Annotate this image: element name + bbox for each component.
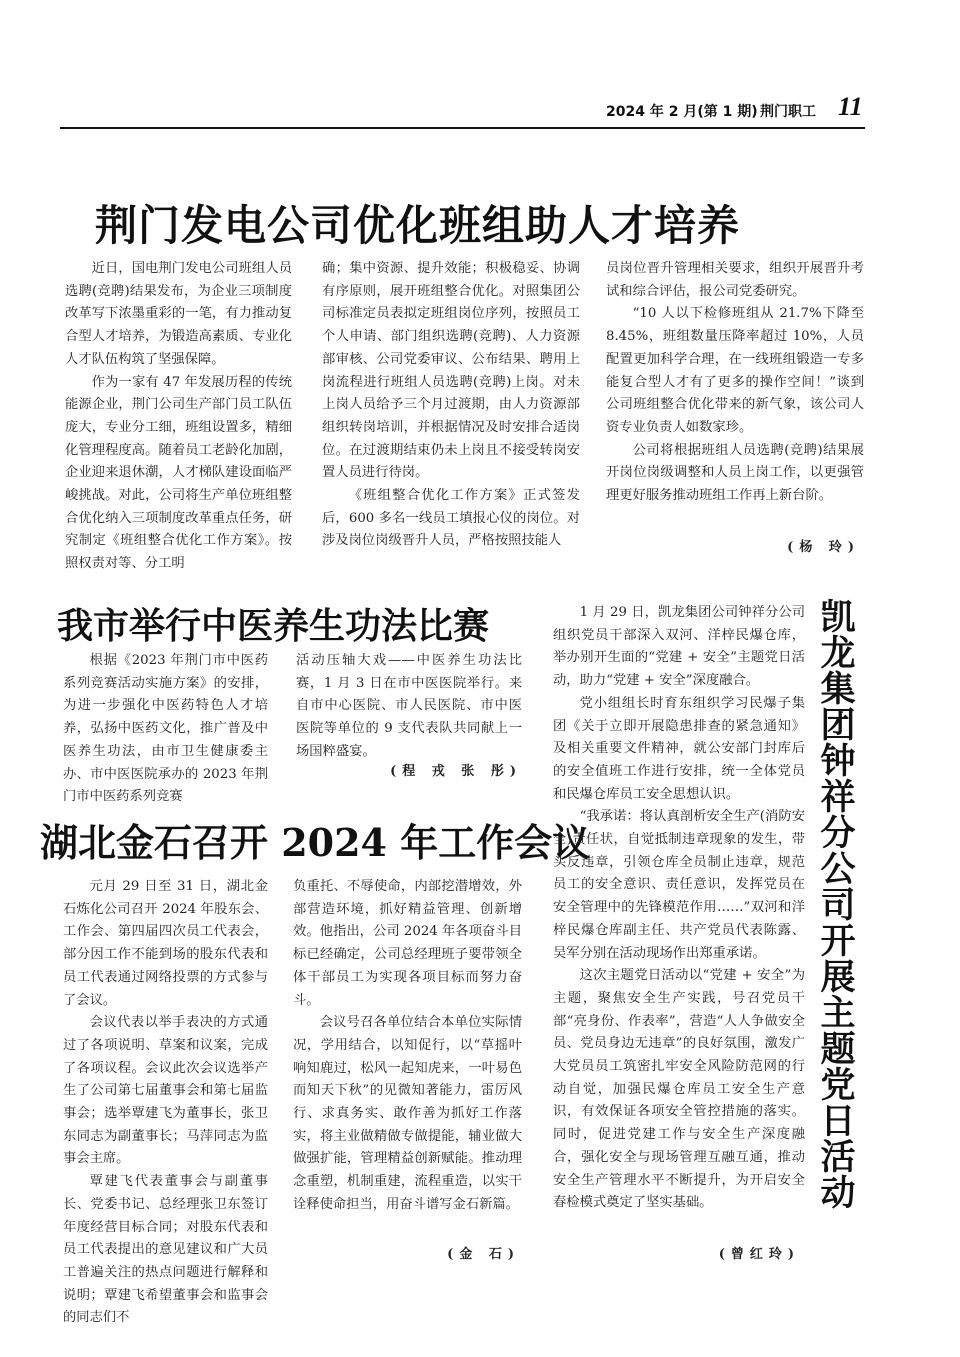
paragraph: 这次主题党日活动以“党建 + 安全”为主题，聚焦安全生产实践，号召党员干部“亮身份、作表率”，营造“人人争做安全员、党员身边无违章”的良好氛围，激发广大党员员工筑密扎牢安全风险防范网的行动自觉，加强民爆仓库员工安全生产意识，有效保证各项安全管控措施的落实。同时，促进党建工作与安全生产深度融合，强化安全与现场管理互融互通，推动安全生产管理水平不断提升，为开启安全春检模式奠定了坚实基础。 — [553, 968, 805, 1211]
header-rule — [60, 127, 865, 129]
paragraph: 《班组整合优化工作方案》正式签发后，600 多名一线员工填报心仪的岗位。对涉及岗位岗级晋升人员，严格按照技能人 — [322, 488, 580, 549]
article3-byline: (金 石) — [447, 1247, 520, 1262]
article3-column-1 — [63, 876, 268, 1330]
article1-title: 荆门发电公司优化班组助人才培养 — [95, 201, 741, 250]
paragraph: 根据《2023 年荆门市中医药系列竞赛活动实施方案》的安排，为进一步强化中医药特色人才培养，弘扬中医药文化，推广普及中医养生功法，由市卫生健康委主办、市中医医院承办的 2023 年荆门市中医药系列竞赛 — [63, 653, 268, 805]
article4-byline: (曾红玲) — [718, 1247, 800, 1262]
paragraph: 会议代表以举手表决的方式通过了各项说明、草案和议案，完成了各项议程。会议此次会议选举产生了公司第七届董事会和第七届监事会；选举覃建飞为董事长，张卫东同志为副董事长；马萍同志为监事会主席。 — [63, 1015, 268, 1167]
paragraph: 会议号召各单位结合本单位实际情况，学用结合，以知促行，以“草摇叶响知鹿过，松风一起知虎来，一叶易色而知天下秋”的见微知著能力，雷厉风行、求真务实、敢作善为抓好工作落实，将主业做精做专做提能，辅业做大做强扩能，管理精益创新赋能。推动理念重塑，机制重建，流程重造，以实干诠释使命担当，用奋斗谱写金石新篇。 — [293, 1015, 522, 1212]
article1-column-1 — [65, 258, 292, 576]
article1-column-2 — [322, 258, 580, 553]
paragraph: “10 人以下检修班组从 21.7%下降至 8.45%，班组数量压降率超过 10%，人员配置更加科学合理，在一线班组锻造一专多能复合型人才有了更多的操作空间！”谈到公司班组整合优化带来的新气象，该公司人资专业负责人如数家珍。 — [606, 306, 864, 435]
paragraph: 党小组组长时育东组织学习民爆子集团《关于立即开展隐患排查的紧急通知》及相关重要文件精神，就公安部门封库后的安全值班工作进行安排，统一全体党员和民爆仓库员工安全思想认识。 — [553, 695, 805, 802]
paragraph-continued: 员岗位晋升管理相关要求，组织开展晋升考试和综合评估，报公司党委研究。 — [606, 261, 864, 299]
paragraph: 作为一家有 47 年发展历程的传统能源企业，荆门公司生产部门员工队伍庞大，专业分工细，班组设置多，精细化管理程度高。随着员工老龄化加剧，企业迎来退休潮，人才梯队建设面临严峻挑战。对此，公司将生产单位班组整合优化纳入三项制度改革重点任务，研究制定《班组整合优化工作方案》。按照权责对等、分工明 — [65, 374, 292, 572]
article2-column-2 — [296, 650, 522, 764]
paragraph-continued: 确；集中资源、提升效能；积极稳妥、协调有序原则，展开班组整合优化。对照集团公司标准定员表拟定班组岗位序列，按照员工个人申请、部门组织选聘(竞聘)、人力资源部审核、公司党委审议、公布结果、聘用上岗流程进行班组人员选聘(竞聘)上岗。对未上岗人员给予三个月过渡期，由人力资源部组织转岗培训，并根据情况及时安排合适岗位。在过渡期结束仍未上岗且不接受转岗安置人员进行待岗。 — [322, 261, 580, 481]
article2-title: 我市举行中医养生功法比赛 — [57, 605, 490, 647]
article3-column-2 — [293, 876, 522, 1217]
article2-byline: (程 戎 张 彤) — [390, 764, 522, 779]
paragraph: 元月 29 日至 31 日，湖北金石炼化公司召开 2024 年股东会、工作会、第四届四次员工代表会，部分因工作不能到场的股东代表和员工代表通过网络投票的方式参与了会议。 — [63, 879, 268, 1008]
article4-title: 凯龙集团钟祥分公司开展主题党日活动 — [815, 598, 856, 1210]
page-number: 11 — [838, 92, 863, 121]
paragraph: 覃建飞代表董事会与副董事长、党委书记、总经理张卫东签订年度经营目标合同；对股东代表和员工代表提出的意见建议和广大员工普遍关注的热点问题进行解释和说明；覃建飞希望董事会和监事会的同志们不 — [63, 1174, 268, 1326]
publication-name: 荆门职工 — [760, 104, 816, 120]
issue-date: 2024 年 2 月(第 1 期) — [606, 104, 758, 120]
article2-column-1 — [63, 650, 268, 809]
paragraph: “我承诺：将认真剖析安全生产(消防安全)责任状，自觉抵制违章现象的发生，带头反违章，引领仓库全员制止违章，规范员工的安全意识、责任意识，发挥党员在安全管理中的先锋模范作用……”双河和洋梓民爆仓库副主任、共产党员代表陈露、吴军分别在活动现场作出郑重承诺。 — [553, 809, 805, 961]
paragraph-continued: 负重托、不辱使命，内部挖潜增效，外部营造环境，抓好精益管理、创新增效。他指出，公司 2024 年各项奋斗目标已经确定，公司总经理班子要带领全体干部员工为实现各项目标而努力奋斗。 — [293, 879, 522, 1008]
paragraph-continued: 活动压轴大戏——中医养生功法比赛，1 月 3 日在市中医医院举行。来自市中心医院、市人民医院、市中医医院等单位的 9 支代表队共同献上一场国粹盛宴。 — [296, 653, 522, 759]
article3-title: 湖北金石召开 2024 年工作会议 — [40, 820, 591, 865]
article1-byline: (杨 玲) — [787, 540, 860, 555]
paragraph: 1 月 29 日，凯龙集团公司钟祥分公司组织党员干部深入双河、洋梓民爆仓库，举办别开生面的“党建 + 安全”主题党日活动，助力“党建 + 安全”深度融合。 — [553, 605, 805, 689]
article4-column — [553, 602, 805, 1215]
paragraph: 公司将根据班组人员选聘(竞聘)结果展开岗位岗级调整和人员上岗工作，以更强管理更好服务推动班组工作再上新台阶。 — [606, 442, 864, 504]
article1-column-3 — [606, 258, 864, 508]
paragraph: 近日，国电荆门发电公司班组人员选聘(竞聘)结果发布，为企业三项制度改革写下浓墨重彩的一笔，有力推动复合型人才培养，为锻造高素质、专业化人才队伍构筑了坚强保障。 — [65, 261, 292, 367]
